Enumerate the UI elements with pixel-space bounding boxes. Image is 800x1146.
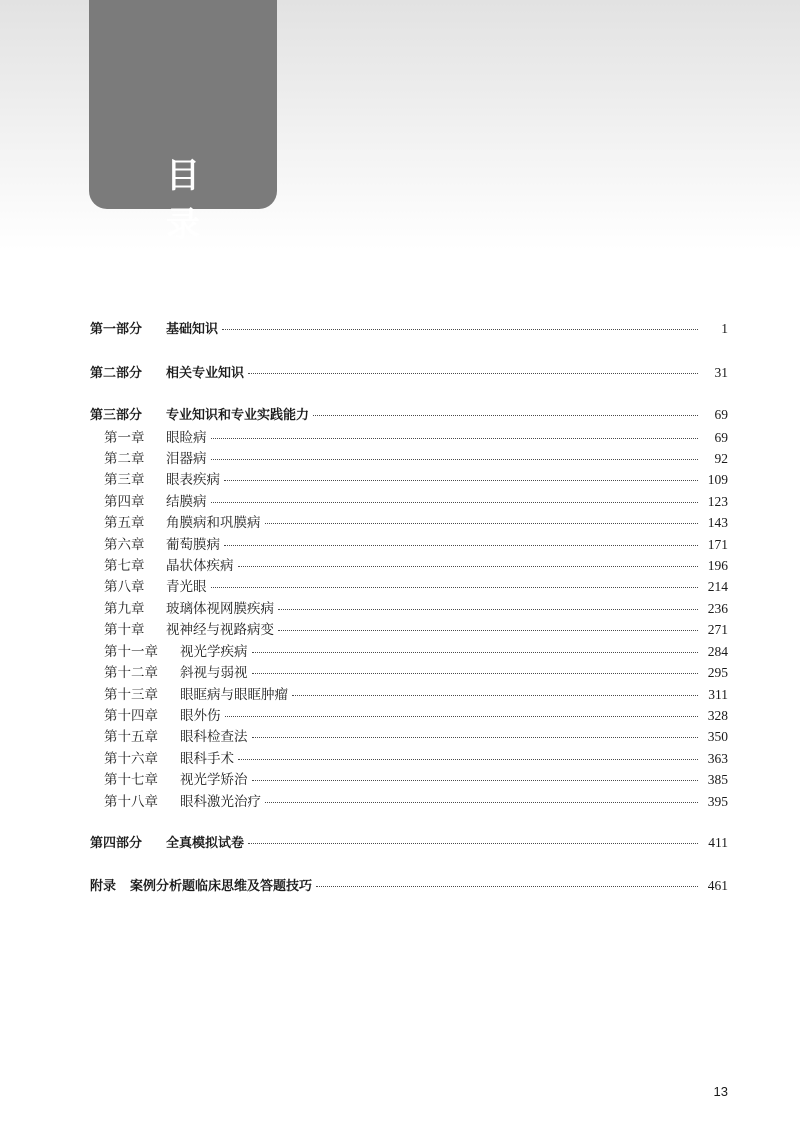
chapter-number: 第四章 xyxy=(104,494,145,510)
page-ref: 363 xyxy=(707,751,728,766)
chapter-title: 眼睑病 xyxy=(166,430,207,446)
toc-chapter-3[interactable] xyxy=(90,468,728,490)
toc-chapter-13[interactable] xyxy=(90,683,728,705)
toc-chapter-2[interactable] xyxy=(90,447,728,469)
chapter-number: 第八章 xyxy=(104,579,145,595)
chapter-number: 第九章 xyxy=(104,601,145,617)
dot-leader xyxy=(252,652,699,653)
page-ref: 350 xyxy=(707,729,728,744)
dot-leader xyxy=(211,587,699,588)
toc-chapter-8[interactable] xyxy=(90,575,728,597)
dot-leader xyxy=(252,673,699,674)
chapter-number: 第十二章 xyxy=(104,665,158,681)
dot-leader xyxy=(238,759,698,760)
chapter-title: 视光学疾病 xyxy=(180,644,248,660)
part-number: 第四部分 xyxy=(90,836,143,851)
chapter-title: 眼表疾病 xyxy=(166,472,220,488)
dot-leader xyxy=(248,373,698,374)
chapter-number: 第十三章 xyxy=(104,687,158,703)
page-ref: 31 xyxy=(714,365,728,380)
dot-leader xyxy=(252,780,699,781)
page-ref: 1 xyxy=(721,321,728,336)
dot-leader xyxy=(265,802,698,803)
part-title: 全真模拟试卷 xyxy=(166,836,245,851)
page-ref: 295 xyxy=(707,665,728,680)
chapter-number: 第十八章 xyxy=(104,794,158,810)
part-number: 第三部分 xyxy=(90,408,143,423)
toc-part-2[interactable] xyxy=(90,362,728,384)
toc-part-4[interactable] xyxy=(90,832,728,854)
dot-leader xyxy=(224,480,698,481)
chapter-title: 眼科手术 xyxy=(180,751,234,767)
toc-chapter-16[interactable] xyxy=(90,747,728,769)
toc-chapter-10[interactable] xyxy=(90,618,728,640)
chapter-number: 第十七章 xyxy=(104,772,158,788)
chapter-number: 第十四章 xyxy=(104,708,158,724)
page-ref: 69 xyxy=(714,407,728,422)
chapter-number: 第十章 xyxy=(104,622,145,638)
dot-leader xyxy=(252,737,699,738)
page-ref: 284 xyxy=(707,644,728,659)
chapter-title: 眼科检查法 xyxy=(180,729,248,745)
chapter-title: 葡萄膜病 xyxy=(166,537,220,553)
chapter-title: 结膜病 xyxy=(166,494,207,510)
toc-chapter-1[interactable] xyxy=(90,426,728,448)
toc-appendix[interactable] xyxy=(90,875,728,897)
dot-leader xyxy=(278,609,698,610)
toc-part-3[interactable] xyxy=(90,404,728,426)
chapter-title: 眼科激光治疗 xyxy=(180,794,261,810)
toc-chapter-4[interactable] xyxy=(90,490,728,512)
dot-leader xyxy=(265,523,699,524)
page-ref: 461 xyxy=(707,878,728,893)
dot-leader xyxy=(211,502,699,503)
page-number: 13 xyxy=(713,1084,728,1099)
chapter-number: 第二章 xyxy=(104,451,145,467)
dot-leader xyxy=(292,695,698,696)
page-ref: 395 xyxy=(707,794,728,809)
page-ref: 143 xyxy=(707,515,728,530)
toc-chapter-12[interactable] xyxy=(90,661,728,683)
toc-chapter-18[interactable] xyxy=(90,790,728,812)
chapter-title: 斜视与弱视 xyxy=(180,665,248,681)
chapter-number: 第十五章 xyxy=(104,729,158,745)
toc-part-1[interactable] xyxy=(90,318,728,340)
part-number: 第一部分 xyxy=(90,322,143,337)
dot-leader xyxy=(316,886,698,887)
dot-leader xyxy=(225,716,699,717)
toc-chapter-7[interactable] xyxy=(90,554,728,576)
chapter-title: 眼外伤 xyxy=(180,708,221,724)
title-tab xyxy=(89,0,277,245)
toc-chapter-5[interactable] xyxy=(90,511,728,533)
toc-chapter-11[interactable] xyxy=(90,640,728,662)
dot-leader xyxy=(238,566,699,567)
dot-leader xyxy=(211,438,699,439)
page-ref: 411 xyxy=(708,835,728,850)
page-ref: 214 xyxy=(707,579,728,594)
dot-leader xyxy=(211,459,699,460)
chapter-title: 视光学矫治 xyxy=(180,772,248,788)
page-ref: 271 xyxy=(707,622,728,637)
page-ref: 92 xyxy=(714,451,728,466)
page-ref: 69 xyxy=(714,430,728,445)
chapter-number: 第七章 xyxy=(104,558,145,574)
page-ref: 109 xyxy=(707,472,728,487)
chapter-title: 玻璃体视网膜疾病 xyxy=(166,601,274,617)
dot-leader xyxy=(278,630,698,631)
page-ref: 328 xyxy=(707,708,728,723)
part-number: 第二部分 xyxy=(90,366,143,381)
appendix-title: 案例分析题临床思维及答题技巧 xyxy=(130,879,313,894)
dot-leader xyxy=(222,329,698,330)
dot-leader xyxy=(248,843,698,844)
part-title: 相关专业知识 xyxy=(166,366,245,381)
dot-leader xyxy=(224,545,698,546)
chapter-number: 第六章 xyxy=(104,537,145,553)
page-ref: 123 xyxy=(707,494,728,509)
page-ref: 236 xyxy=(707,601,728,616)
dot-leader xyxy=(313,415,698,416)
chapter-number: 第十六章 xyxy=(104,751,158,767)
toc-chapter-17[interactable] xyxy=(90,768,728,790)
page-ref: 311 xyxy=(708,687,728,702)
toc-chapter-15[interactable] xyxy=(90,725,728,747)
chapter-number: 第三章 xyxy=(104,472,145,488)
toc-chapter-6[interactable] xyxy=(90,533,728,555)
toc-chapter-9[interactable] xyxy=(90,597,728,619)
appendix-label: 附录 xyxy=(90,879,117,894)
page-title: 目 录 xyxy=(166,156,228,245)
chapter-title: 青光眼 xyxy=(166,579,207,595)
part-title: 专业知识和专业实践能力 xyxy=(166,408,310,423)
chapter-number: 第一章 xyxy=(104,430,145,446)
chapter-title: 泪器病 xyxy=(166,451,207,467)
page-ref: 385 xyxy=(707,772,728,787)
page-ref: 171 xyxy=(707,537,728,552)
toc-chapter-14[interactable] xyxy=(90,704,728,726)
page-ref: 196 xyxy=(707,558,728,573)
part-title: 基础知识 xyxy=(166,322,219,337)
chapter-title: 晶状体疾病 xyxy=(166,558,234,574)
chapter-title: 视神经与视路病变 xyxy=(166,622,274,638)
chapter-number: 第五章 xyxy=(104,515,145,531)
chapter-number: 第十一章 xyxy=(104,644,158,660)
chapter-title: 角膜病和巩膜病 xyxy=(166,515,261,531)
chapter-title: 眼眶病与眼眶肿瘤 xyxy=(180,687,288,703)
